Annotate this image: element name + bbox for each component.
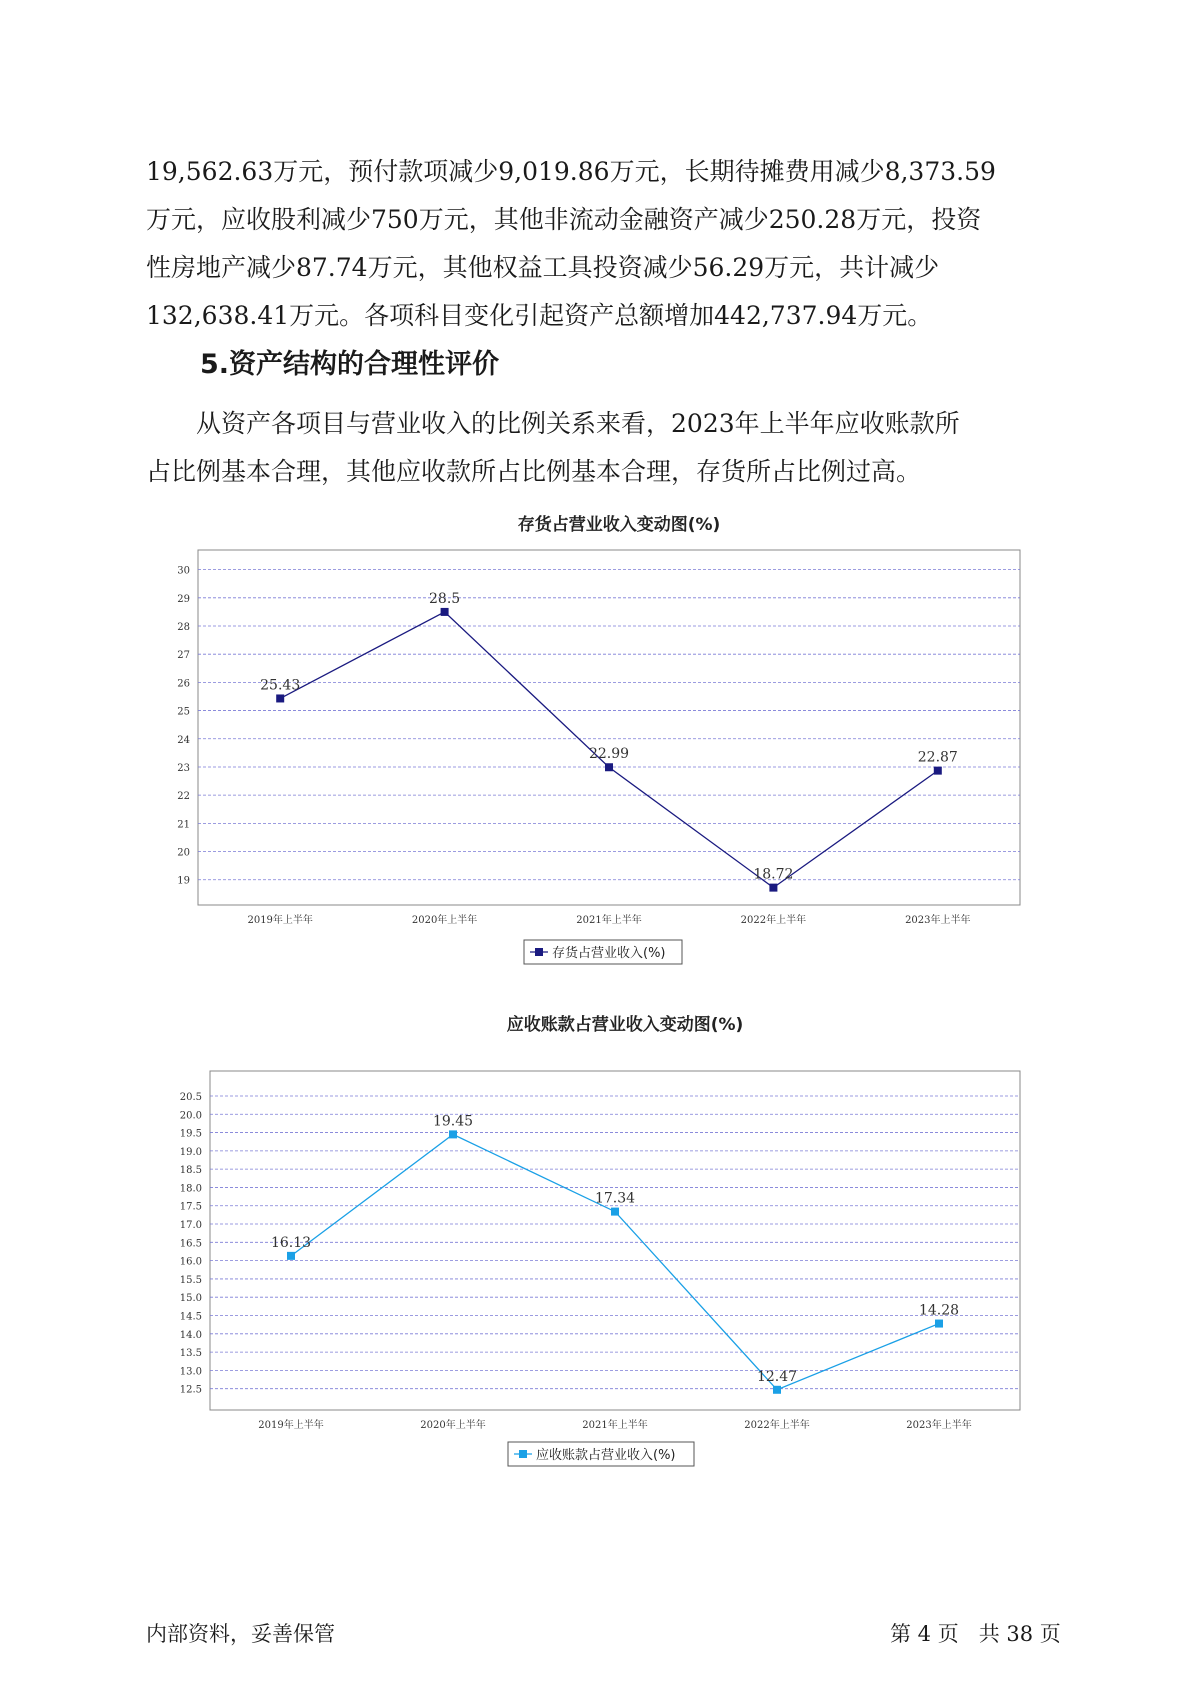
y-tick-label: 20 [177,847,190,859]
y-tick-label: 24 [177,734,190,746]
legend-marker-swatch [519,1450,527,1458]
x-tick-label: 2023年上半年 [906,1420,972,1431]
y-tick-label: 17.0 [179,1220,202,1232]
footer-page-number: 第 4 页 共 38 页 [890,1622,1061,1646]
legend-marker-swatch [535,948,543,956]
x-tick-label: 2019年上半年 [247,915,313,926]
data-label: 19.45 [432,1113,474,1130]
data-point [934,767,942,775]
data-label: 25.43 [260,677,301,694]
footer-confidential-note: 内部资料，妥善保管 [146,1622,335,1646]
paragraph-line: 性房地产减少87.74万元，其他权益工具投资减少56.29万元，共计减少 [146,253,940,282]
data-point [769,884,777,892]
y-tick-label: 18.0 [179,1183,202,1195]
y-tick-label: 23 [177,762,190,774]
y-tick-label: 19 [177,875,190,887]
data-point [287,1252,295,1260]
y-tick-label: 19.0 [179,1146,202,1158]
y-tick-label: 19.5 [179,1128,202,1140]
chart-title: 应收账款占营业收入变动图(%) [506,1015,744,1035]
data-point [605,763,613,771]
legend-label: 应收账款占营业收入(%) [536,1448,676,1463]
y-tick-label: 27 [177,650,190,662]
paragraph-line: 万元，应收股利减少750万元，其他非流动金融资产减少250.28万元，投资 [146,205,982,234]
y-tick-label: 12.5 [179,1384,202,1396]
x-tick-label: 2022年上半年 [740,915,807,926]
data-label: 28.5 [429,590,461,607]
chart-title: 存货占营业收入变动图(%) [517,515,721,535]
y-tick-label: 17.5 [179,1201,202,1213]
x-tick-label: 2022年上半年 [744,1420,810,1431]
y-tick-label: 16.0 [179,1256,202,1268]
paragraph-line: 132,638.41万元。各项科目变化引起资产总额增加442,737.94万元。 [146,301,933,330]
data-point [935,1320,943,1328]
data-label: 22.99 [588,746,630,763]
y-tick-label: 18.5 [179,1165,202,1177]
x-tick-label: 2019年上半年 [258,1420,324,1431]
receivables-ratio-chart [0,1010,1191,1480]
data-point [276,694,284,702]
data-point [449,1130,457,1138]
y-tick-label: 15.5 [179,1274,202,1286]
y-tick-label: 28 [177,622,190,634]
plot-area-frame [210,1071,1020,1410]
data-label: 12.47 [756,1368,798,1385]
y-tick-label: 29 [177,593,190,605]
data-point [441,608,449,616]
y-tick-label: 16.5 [179,1238,202,1250]
y-tick-label: 22 [177,791,190,803]
legend-label: 存货占营业收入(%) [552,946,666,961]
y-tick-label: 25 [177,706,190,718]
series-line [291,1134,939,1389]
body-paragraph-asset-changes [146,148,1046,340]
inventory-ratio-chart [0,510,1191,980]
data-point [773,1386,781,1394]
body-paragraph-evaluation [146,400,1046,496]
y-tick-label: 15.0 [179,1293,202,1305]
y-tick-label: 21 [177,819,190,831]
x-tick-label: 2020年上半年 [411,915,478,926]
y-tick-label: 20.5 [179,1091,202,1103]
y-tick-label: 13.0 [179,1366,202,1378]
data-label: 14.28 [918,1302,960,1319]
y-tick-label: 20.0 [179,1110,202,1122]
data-label: 16.13 [270,1234,312,1251]
x-tick-label: 2020年上半年 [420,1420,486,1431]
y-tick-label: 14.0 [179,1329,202,1341]
data-point [611,1208,619,1216]
data-label: 22.87 [917,749,958,766]
data-label: 17.34 [594,1190,636,1207]
x-tick-label: 2023年上半年 [905,915,971,926]
paragraph-line: 从资产各项目与营业收入的比例关系来看，2023年上半年应收账款所 [196,409,960,438]
section-heading: 5.资产结构的合理性评价 [200,349,500,380]
paragraph-line: 占比例基本合理，其他应收款所占比例基本合理，存货所占比例过高。 [146,457,922,486]
x-tick-label: 2021年上半年 [576,915,642,926]
y-tick-label: 26 [177,678,190,690]
y-tick-label: 30 [177,565,190,577]
x-tick-label: 2021年上半年 [582,1420,648,1431]
paragraph-line: 19,562.63万元，预付款项减少9,019.86万元，长期待摊费用减少8,373.59 [146,157,996,186]
data-label: 18.72 [753,866,794,883]
y-tick-label: 13.5 [179,1348,202,1360]
y-tick-label: 14.5 [179,1311,202,1323]
